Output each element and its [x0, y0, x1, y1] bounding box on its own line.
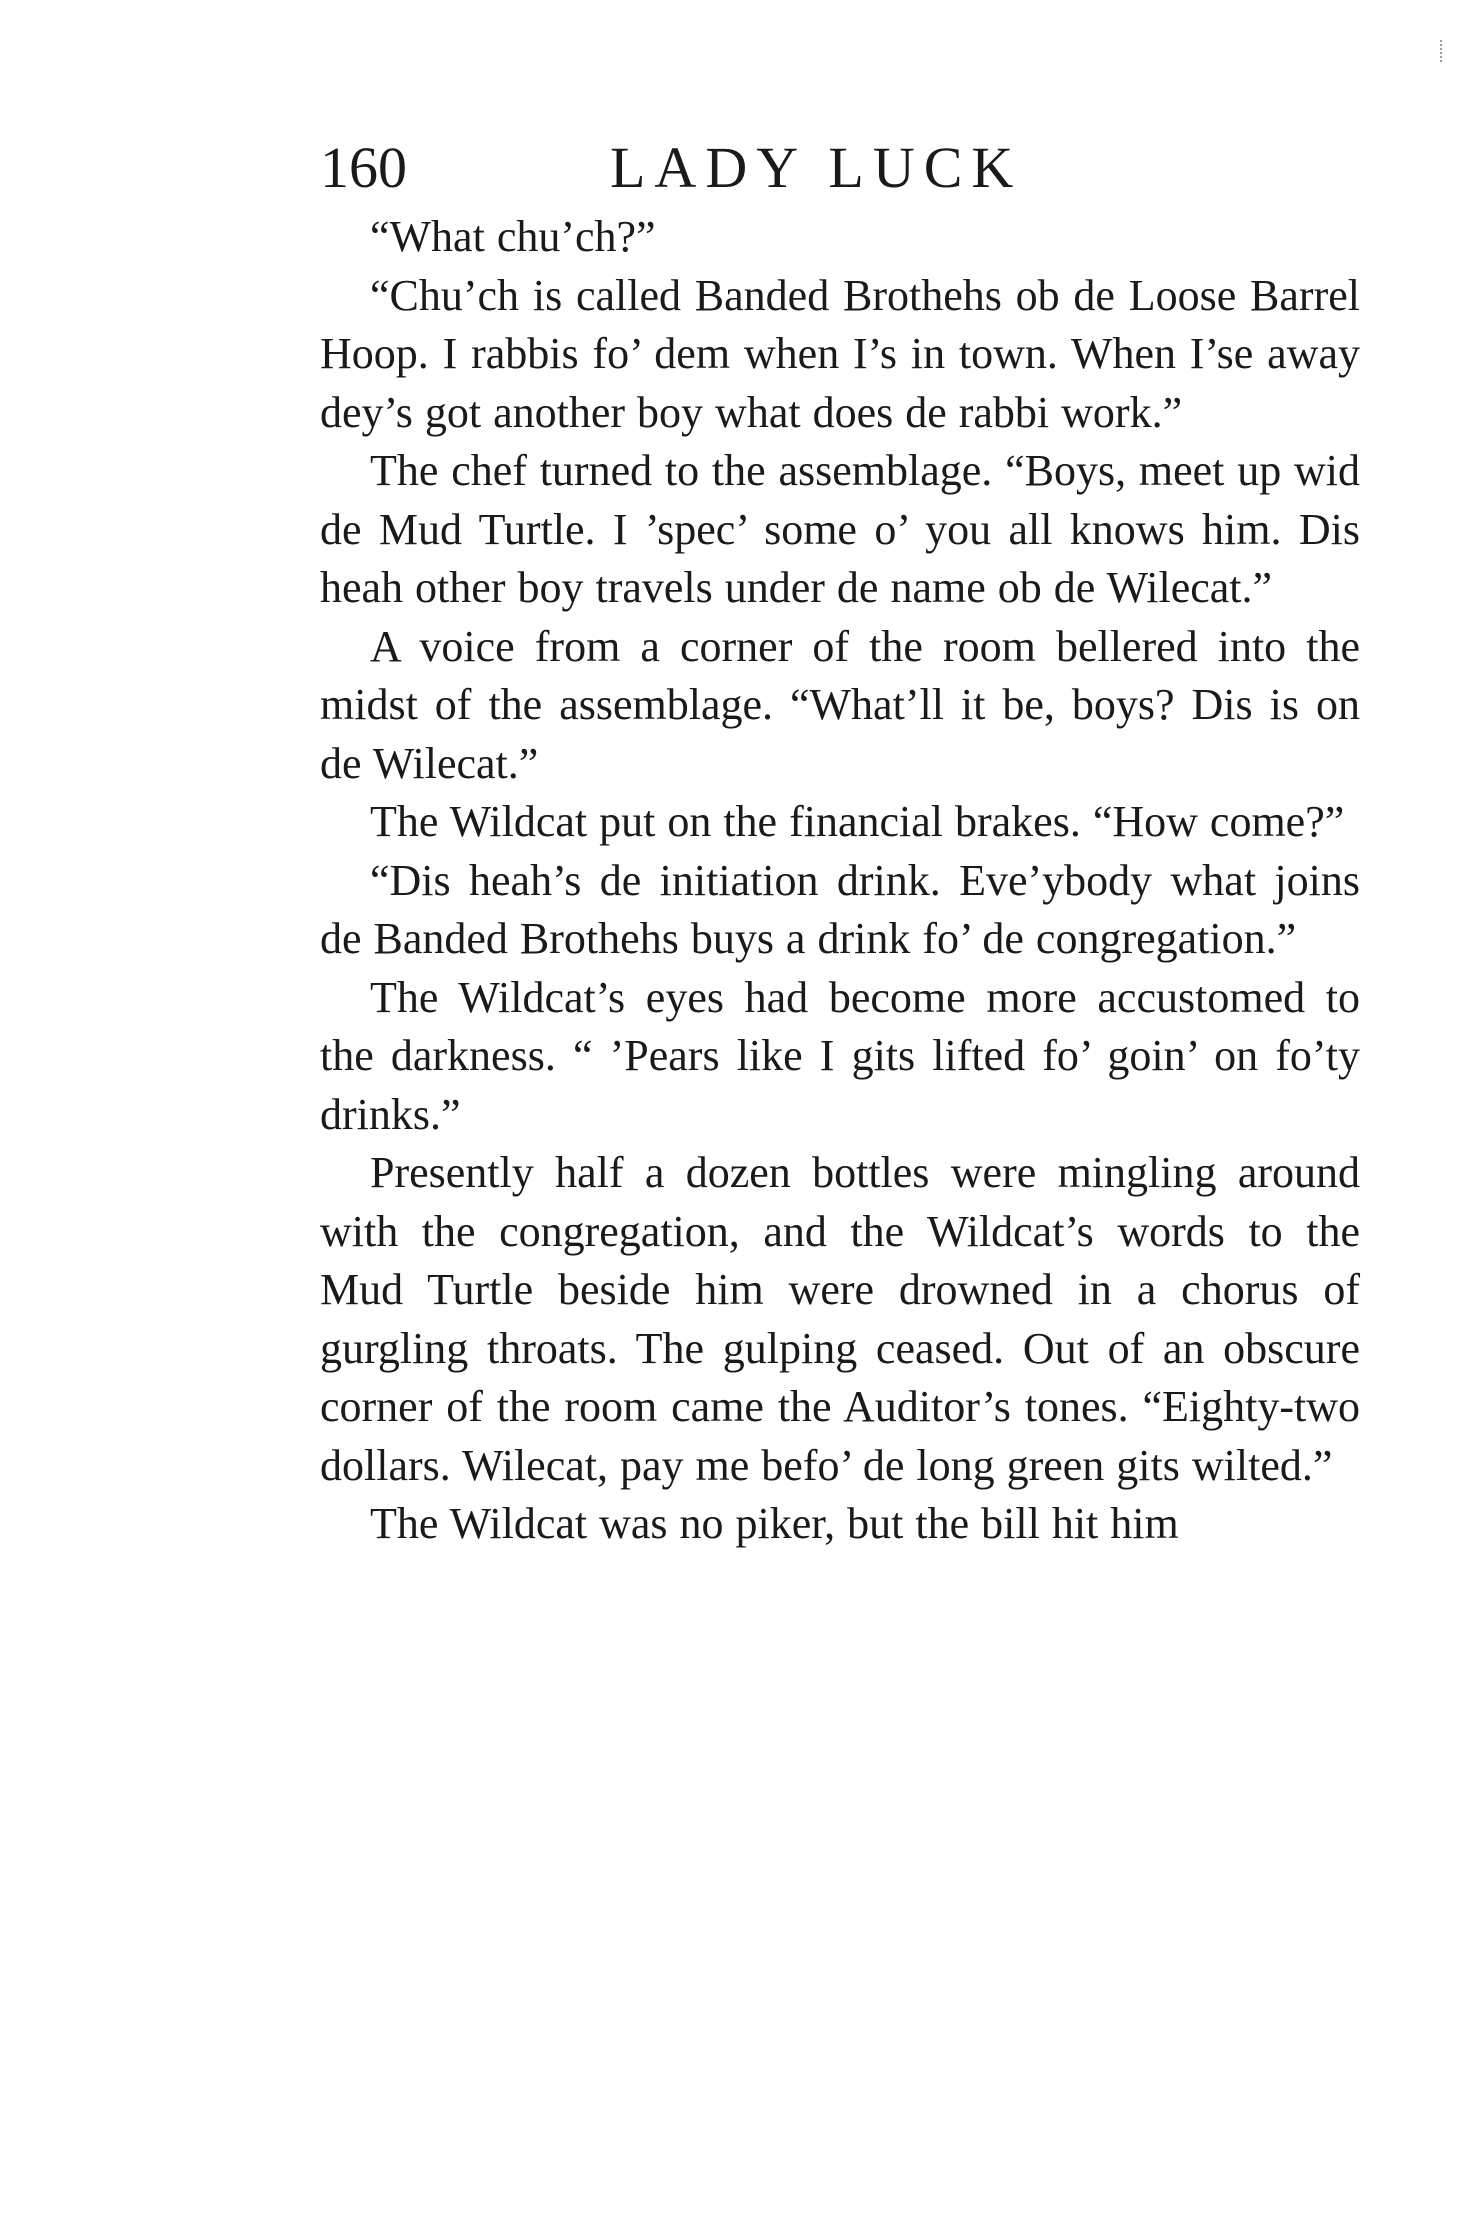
body-text — [320, 208, 1360, 1554]
paragraph-voice-from-corner: A voice from a corner of the room bellered into the midst of the assemblage. “What’ll it be, boys? Dis is on de Wilecat.” — [320, 621, 1360, 788]
margin-speck — [1440, 40, 1446, 62]
paragraph-no-piker: The Wildcat was no piker, but the bill hit him — [370, 1499, 1179, 1548]
paragraph-what-church: “What chu’ch?” — [370, 212, 656, 261]
paragraph-initiation-drink: “Dis heah’s de initiation drink. Eve’ybody what joins de Banded Brothehs buys a drink fo’ de congregation.” — [320, 855, 1360, 963]
running-head — [320, 128, 1370, 208]
paragraph-church-name: “Chu’ch is called Banded Brothehs ob de Loose Barrel Hoop. I rabbis fo’ dem when I’s in town. When I’se away dey’s got another boy what does de rabbi work.” — [320, 270, 1360, 437]
page-number: 160 — [320, 135, 407, 200]
paragraph-chef-introduction: The chef turned to the assemblage. “Boys, meet up wid de Mud Turtle. I ’spec’ some o’ you all knows him. Dis heah other boy travels under de name ob de Wilecat.” — [320, 446, 1360, 612]
paragraph-eyes-accustomed: The Wildcat’s eyes had become more accustomed to the darkness. “ ’Pears like I gits lifted fo’ goin’ on fo’ty drinks.” — [320, 972, 1360, 1139]
paragraph-financial-brakes: The Wildcat put on the financial brakes. “How come?” — [370, 797, 1345, 846]
running-title: LADY LUCK — [610, 135, 1023, 200]
paragraph-bottles-mingling: Presently half a dozen bottles were mingling around with the congregation, and the Wildcat’s words to the Mud Turtle beside him were drowned in a chorus of gurgling throats. The gulping ceased. Out of an obscure corner of the room came the Auditor’s tones. “Eighty-two dollars. Wilecat, pay me befo’ de long green gits wilted.” — [320, 1148, 1360, 1490]
